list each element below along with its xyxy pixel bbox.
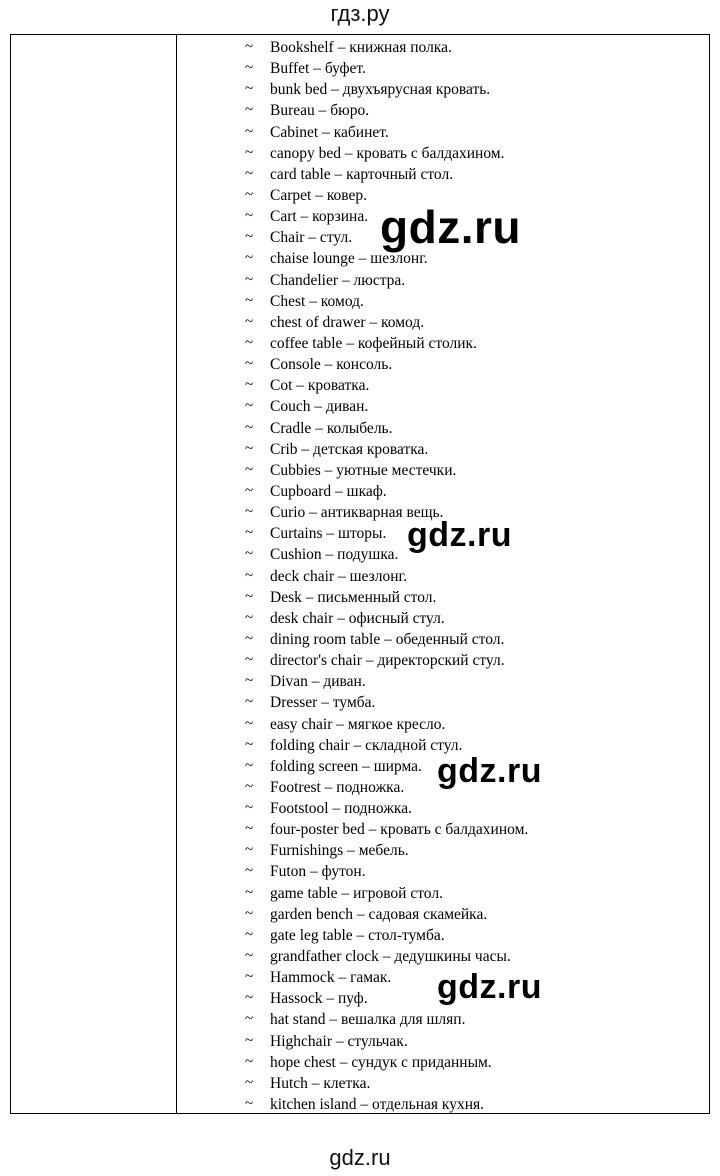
- tilde-bullet: ~: [245, 398, 254, 415]
- tilde-bullet: ~: [245, 165, 254, 182]
- vocabulary-entry: Hammock – гамак.: [270, 969, 392, 987]
- vocabulary-entry: Footstool – подножка.: [270, 800, 412, 818]
- list-item: [177, 798, 709, 819]
- list-item: [177, 587, 709, 608]
- vocabulary-entry: director's chair – директорский стул.: [270, 652, 505, 670]
- tilde-bullet: ~: [245, 229, 254, 246]
- vocabulary-entry: Divan – диван.: [270, 673, 366, 691]
- tilde-bullet: ~: [245, 673, 254, 690]
- tilde-bullet: ~: [245, 419, 254, 436]
- vocabulary-entry: deck chair – шезлонг.: [270, 567, 408, 585]
- vocabulary-entry: dining room table – обеденный стол.: [270, 630, 505, 648]
- list-item: [177, 650, 709, 671]
- vocabulary-entry: Cubbies – уютные местечки.: [270, 461, 457, 479]
- tilde-bullet: ~: [245, 461, 254, 478]
- vocabulary-entry: Futon – футон.: [270, 863, 366, 881]
- list-item: [177, 714, 709, 735]
- vocabulary-entry: bunk bed – двухъярусная кровать.: [270, 81, 491, 99]
- list-item: [177, 1009, 709, 1030]
- vocabulary-entry: Highchair – стульчак.: [270, 1032, 408, 1050]
- tilde-bullet: ~: [245, 271, 254, 288]
- tilde-bullet: ~: [245, 863, 254, 880]
- tilde-bullet: ~: [245, 440, 254, 457]
- list-item: [177, 418, 709, 439]
- vocabulary-entry: Curtains – шторы.: [270, 525, 387, 543]
- tilde-bullet: ~: [245, 482, 254, 499]
- list-item: [177, 37, 709, 58]
- tilde-bullet: ~: [245, 186, 254, 203]
- list-item: [177, 671, 709, 692]
- vocabulary-entry: desk chair – офисный стул.: [270, 609, 445, 627]
- vocabulary-entry: Bookshelf – книжная полка.: [270, 39, 452, 56]
- vocabulary-entry: chest of drawer – комод.: [270, 313, 425, 331]
- vocabulary-entry: Cot – кроватка.: [270, 377, 370, 395]
- list-item: [177, 164, 709, 185]
- vocabulary-entry: Console – консоль.: [270, 356, 393, 374]
- list-item: [177, 1073, 709, 1094]
- tilde-bullet: ~: [245, 334, 254, 351]
- list-item: [177, 1094, 709, 1115]
- tilde-bullet: ~: [245, 842, 254, 859]
- tilde-bullet: ~: [245, 652, 254, 669]
- tilde-bullet: ~: [245, 800, 254, 817]
- list-item: [177, 375, 709, 396]
- watermark: gdz.ru: [437, 752, 542, 790]
- vocabulary-entry: chaise lounge – шезлонг.: [270, 250, 428, 268]
- vocabulary-entry: Chair – стул.: [270, 229, 353, 247]
- list-item: [177, 629, 709, 650]
- vocabulary-entry: coffee table – кофейный столик.: [270, 334, 477, 352]
- list-item: [177, 692, 709, 713]
- tilde-bullet: ~: [245, 102, 254, 119]
- tilde-bullet: ~: [245, 377, 254, 394]
- tilde-bullet: ~: [245, 990, 254, 1007]
- tilde-bullet: ~: [245, 694, 254, 711]
- list-item: [177, 333, 709, 354]
- vocabulary-entry: Chest – комод.: [270, 292, 364, 310]
- list-item: [177, 819, 709, 840]
- vocabulary-entry: Hassock – пуф.: [270, 990, 368, 1008]
- list-item: [177, 460, 709, 481]
- list-item: [177, 312, 709, 333]
- tilde-bullet: ~: [245, 715, 254, 732]
- list-item: [177, 439, 709, 460]
- list-item: [177, 904, 709, 925]
- list-item: [177, 608, 709, 629]
- list-item: [177, 143, 709, 164]
- vocabulary-entry: card table – карточный стол.: [270, 165, 454, 183]
- tilde-bullet: ~: [245, 81, 254, 98]
- tilde-bullet: ~: [245, 1096, 254, 1113]
- tilde-bullet: ~: [245, 250, 254, 267]
- vocabulary-entry: Curio – антикварная вещь.: [270, 504, 444, 522]
- list-item: [177, 58, 709, 79]
- vocabulary-entry: folding screen – ширма.: [270, 757, 422, 775]
- list-item: [177, 861, 709, 882]
- vocabulary-entry: Cupboard – шкаф.: [270, 482, 387, 500]
- tilde-bullet: ~: [245, 567, 254, 584]
- vocabulary-entry: Chandelier – люстра.: [270, 271, 406, 289]
- tilde-bullet: ~: [245, 123, 254, 140]
- list-item: [177, 396, 709, 417]
- list-item: [177, 270, 709, 291]
- vocabulary-entry: Bureau – бюро.: [270, 102, 370, 120]
- vocabulary-entry: Carpet – ковер.: [270, 186, 368, 204]
- vocabulary-entry: Furnishings – мебель.: [270, 842, 409, 860]
- vocabulary-entry: easy chair – мягкое кресло.: [270, 715, 446, 733]
- vocabulary-entry: hope chest – сундук с приданным.: [270, 1053, 492, 1071]
- vocabulary-entry: hat stand – вешалка для шляп.: [270, 1011, 466, 1029]
- vocabulary-entry: Cabinet – кабинет.: [270, 123, 389, 141]
- vocabulary-entry: folding chair – складной стул.: [270, 736, 463, 754]
- tilde-bullet: ~: [245, 736, 254, 753]
- vocabulary-entry: Crib – детская кроватка.: [270, 440, 429, 458]
- tilde-bullet: ~: [245, 1074, 254, 1091]
- vocabulary-entry: Cart – корзина.: [270, 208, 369, 226]
- tilde-bullet: ~: [245, 926, 254, 943]
- vocabulary-entry: Cushion – подушка.: [270, 546, 399, 564]
- list-item: [177, 122, 709, 143]
- site-footer: gdz.ru: [329, 1145, 391, 1170]
- tilde-bullet: ~: [245, 208, 254, 225]
- tilde-bullet: ~: [245, 546, 254, 563]
- tilde-bullet: ~: [245, 525, 254, 542]
- tilde-bullet: ~: [245, 884, 254, 901]
- watermark: gdz.ru: [380, 201, 521, 253]
- watermark: gdz.ru: [437, 968, 542, 1006]
- vocabulary-entry: Cradle – колыбель.: [270, 419, 393, 437]
- vocabulary-entry: Buffet – буфет.: [270, 60, 366, 78]
- tilde-bullet: ~: [245, 905, 254, 922]
- tilde-bullet: ~: [245, 313, 254, 330]
- tilde-bullet: ~: [245, 504, 254, 521]
- list-item: [177, 354, 709, 375]
- list-item: [177, 925, 709, 946]
- tilde-bullet: ~: [245, 356, 254, 373]
- list-item: [177, 79, 709, 100]
- vocabulary-list: [177, 37, 709, 1115]
- tilde-bullet: ~: [245, 948, 254, 965]
- list-item: [177, 100, 709, 121]
- list-item: [177, 566, 709, 587]
- tilde-bullet: ~: [245, 1011, 254, 1028]
- vocabulary-entry: gate leg table – стол-тумба.: [270, 926, 445, 944]
- vocabulary-entry: four-poster bed – кровать с балдахином.: [270, 821, 529, 839]
- tilde-bullet: ~: [245, 821, 254, 838]
- list-item: [177, 1052, 709, 1073]
- site-header: гдз.ру: [330, 1, 390, 26]
- list-item: [177, 883, 709, 904]
- tilde-bullet: ~: [245, 39, 254, 55]
- vocabulary-entry: garden bench – садовая скамейка.: [270, 905, 488, 923]
- watermark: gdz.ru: [407, 516, 512, 554]
- list-item: [177, 840, 709, 861]
- list-item: [177, 291, 709, 312]
- vocabulary-table: [10, 34, 710, 1114]
- tilde-bullet: ~: [245, 778, 254, 795]
- vocabulary-entry: grandfather clock – дедушкины часы.: [270, 948, 511, 966]
- vocabulary-entry: game table – игровой стол.: [270, 884, 443, 902]
- list-item: [177, 946, 709, 967]
- tilde-bullet: ~: [245, 60, 254, 77]
- list-item: [177, 481, 709, 502]
- vocabulary-entry: Desk – письменный стол.: [270, 588, 437, 606]
- vocabulary-entry: Hutch – клетка.: [270, 1074, 371, 1092]
- list-item: [177, 1031, 709, 1052]
- tilde-bullet: ~: [245, 630, 254, 647]
- vocabulary-entry: canopy bed – кровать с балдахином.: [270, 144, 505, 162]
- tilde-bullet: ~: [245, 757, 254, 774]
- vocabulary-entry: Dresser – тумба.: [270, 694, 376, 712]
- vocabulary-entry: Couch – диван.: [270, 398, 369, 416]
- tilde-bullet: ~: [245, 292, 254, 309]
- tilde-bullet: ~: [245, 588, 254, 605]
- tilde-bullet: ~: [245, 144, 254, 161]
- tilde-bullet: ~: [245, 1032, 254, 1049]
- tilde-bullet: ~: [245, 1053, 254, 1070]
- tilde-bullet: ~: [245, 609, 254, 626]
- vocabulary-entry: Footrest – подножка.: [270, 778, 405, 796]
- vocabulary-entry: kitchen island – отдельная кухня.: [270, 1096, 484, 1114]
- tilde-bullet: ~: [245, 969, 254, 986]
